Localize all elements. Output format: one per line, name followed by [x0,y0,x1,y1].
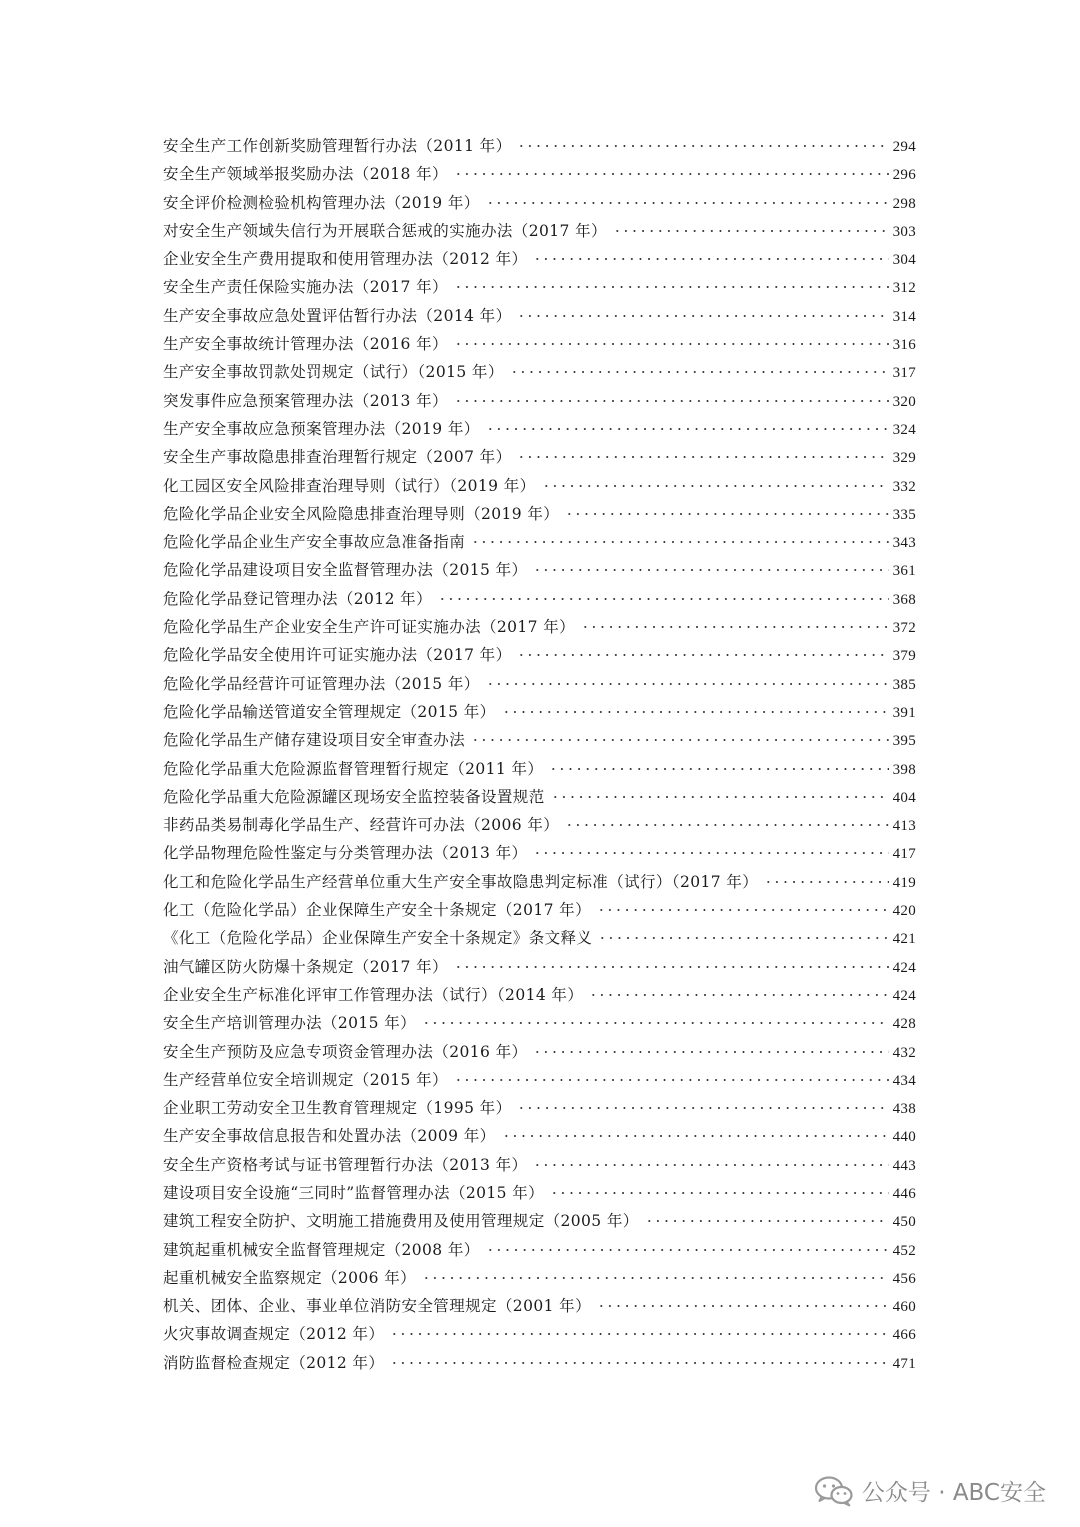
watermark [814,1474,1046,1507]
dot-leader [613,230,889,232]
toc-entry [163,1179,916,1207]
toc-entry-title: 安全生产责任保险实施办法（2017 年） [163,278,448,297]
toc-entry-page-number: 471 [892,1355,916,1372]
toc-entry-title: 生产安全事故统计管理办法（2016 年） [163,335,448,354]
toc-entry-page-number: 312 [892,280,916,297]
toc-entry [163,245,916,273]
dot-leader [486,683,889,685]
dot-leader [486,428,889,430]
toc-entry-title: 消防监督检查规定（2012 年） [163,1353,385,1372]
toc-entry-title: 化学品物理危险性鉴定与分类管理办法（2013 年） [163,844,528,863]
toc-entry-title: 危险化学品安全使用许可证实施办法（2017 年） [163,646,512,665]
toc-entry-title: 突发事件应急预案管理办法（2013 年） [163,391,448,410]
dot-leader [517,654,888,656]
toc-entry [163,415,916,443]
toc-entry-title: 建筑起重机械安全监督管理规定（2008 年） [163,1240,480,1259]
toc-entry-title: 危险化学品输送管道安全管理规定（2015 年） [163,702,496,721]
toc-entry-title: 生产安全事故应急处置评估暂行办法（2014 年） [163,306,512,325]
toc-entry [163,1292,916,1320]
dot-leader [565,513,888,515]
toc-entry [163,670,916,698]
dot-leader [422,1022,889,1024]
toc-entry-title: 安全生产资格考试与证书管理暂行办法（2013 年） [163,1155,528,1174]
toc-entry-page-number: 420 [892,903,916,920]
toc-entry-page-number: 329 [892,450,916,467]
toc-entry-title: 油气罐区防火防爆十条规定（2017 年） [163,957,448,976]
toc-entry [163,273,916,301]
toc-entry-title: 企业安全生产费用提取和使用管理办法（2012 年） [163,250,528,269]
toc-entry [163,839,916,867]
dot-leader [549,768,888,770]
toc-entry [163,387,916,415]
toc-entry [163,1151,916,1179]
toc-entry-page-number: 421 [892,931,916,948]
toc-entry [163,217,916,245]
toc-entry-title: 安全生产工作创新奖励管理暂行办法（2011 年） [163,137,512,155]
toc-entry-title: 起重机械安全监察规定（2006 年） [163,1268,417,1287]
dot-leader [533,569,888,571]
toc-entry [163,500,916,528]
dot-leader [589,994,888,996]
toc-entry-page-number: 294 [892,139,916,155]
toc-entry [163,556,916,584]
toc-entry-title: 企业安全生产标准化评审工作管理办法（试行）（2014 年） [163,985,584,1004]
toc-entry-page-number: 335 [892,506,916,523]
toc-entry [163,132,916,160]
toc-entry-title: 危险化学品重大危险源罐区现场安全监控装备设置规范 [163,787,545,806]
toc-entry-title: 企业职工劳动安全卫生教育管理规定（1995 年） [163,1099,512,1118]
toc-entry-page-number: 320 [892,393,916,410]
dot-leader [390,1333,888,1335]
toc-entry-page-number: 316 [892,337,916,354]
dot-leader [597,909,889,911]
toc-entry-title: 非药品类易制毒化学品生产、经营许可办法（2006 年） [163,816,560,835]
toc-entry-title: 安全生产领域举报奖励办法（2018 年） [163,165,448,184]
toc-entry-page-number: 440 [892,1129,916,1146]
toc-entry-title: 建筑工程安全防护、文明施工措施费用及使用管理规定（2005 年） [163,1212,639,1231]
toc-entry-title: 对安全生产领域失信行为开展联合惩戒的实施办法（2017 年） [163,221,607,240]
toc-entry [163,953,916,981]
toc-entry [163,755,916,783]
toc-entry-page-number: 417 [892,846,916,863]
toc-entry-title: 生产安全事故应急预案管理办法（2019 年） [163,419,480,438]
toc-entry [163,726,916,754]
toc-entry-title: 危险化学品生产企业安全生产许可证实施办法（2017 年） [163,618,576,637]
toc-entry-title: 安全生产事故隐患排查治理暂行规定（2007 年） [163,448,512,467]
toc-entry-title: 危险化学品重大危险源监督管理暂行规定（2011 年） [163,759,544,778]
toc-entry [163,585,916,613]
toc-entry [163,528,916,556]
toc-entry-page-number: 432 [892,1044,916,1061]
toc-entry-page-number: 368 [892,591,916,608]
toc-entry-page-number: 419 [892,874,916,891]
toc-entry-page-number: 395 [892,733,916,750]
toc-entry [163,302,916,330]
toc-entry-title: 危险化学品企业生产安全事故应急准备指南 [163,533,466,552]
dot-leader [486,202,889,204]
toc-entry-page-number: 303 [892,223,916,240]
toc-entry-page-number: 456 [892,1270,916,1287]
dot-leader [471,739,888,741]
toc-entry [163,783,916,811]
toc-entry-page-number: 466 [892,1327,916,1344]
toc-entry [163,472,916,500]
toc-entry-title: 生产安全事故信息报告和处置办法（2009 年） [163,1127,496,1146]
dot-leader [533,852,888,854]
toc-entry [163,1207,916,1235]
table-of-contents [163,132,916,1377]
toc-entry-title: 建设项目安全设施“三同时”监督管理办法（2015 年） [163,1183,545,1202]
toc-entry-page-number: 372 [892,620,916,637]
dot-leader [486,1249,889,1251]
dot-leader [454,400,889,402]
toc-entry-page-number: 446 [892,1185,916,1202]
dot-leader [597,1305,889,1307]
toc-entry-page-number: 385 [892,676,916,693]
dot-leader [645,1220,889,1222]
toc-entry [163,1094,916,1122]
watermark-text: 公众号 · ABC安全 [861,1480,1046,1506]
toc-entry-title: 危险化学品经营许可证管理办法（2015 年） [163,674,480,693]
dot-leader [550,1192,889,1194]
dot-leader [565,824,888,826]
dot-leader [510,371,889,373]
toc-entry [163,1009,916,1037]
dot-leader [502,1135,889,1137]
toc-entry [163,924,916,952]
toc-entry-page-number: 379 [892,648,916,665]
toc-entry-page-number: 404 [892,789,916,806]
toc-entry-page-number: 424 [892,987,916,1004]
dot-leader [502,711,889,713]
dot-leader [598,937,888,939]
wechat-icon [814,1475,854,1507]
toc-entry-page-number: 443 [892,1157,916,1174]
toc-entry-page-number: 450 [892,1214,916,1231]
toc-entry-page-number: 398 [892,761,916,778]
toc-entry [163,160,916,188]
toc-entry-title: 安全评价检测检验机构管理办法（2019 年） [163,193,480,212]
toc-entry-page-number: 332 [892,478,916,495]
toc-entry [163,613,916,641]
toc-entry [163,1264,916,1292]
toc-entry-title: 安全生产培训管理办法（2015 年） [163,1014,417,1033]
toc-entry-page-number: 343 [892,535,916,552]
toc-entry-page-number: 434 [892,1072,916,1089]
dot-leader [517,1107,888,1109]
toc-entry-page-number: 460 [892,1299,916,1316]
toc-entry-page-number: 391 [892,704,916,721]
toc-entry [163,641,916,669]
toc-entry-title: 危险化学品建设项目安全监督管理办法（2015 年） [163,561,528,580]
dot-leader [454,966,889,968]
dot-leader [551,796,889,798]
toc-entry-title: 生产经营单位安全培训规定（2015 年） [163,1070,448,1089]
toc-entry [163,896,916,924]
toc-entry-title: 机关、团体、企业、事业单位消防安全管理规定（2001 年） [163,1297,591,1316]
toc-entry [163,811,916,839]
toc-entry-page-number: 361 [892,563,916,580]
dot-leader [517,145,888,147]
toc-entry-page-number: 314 [892,308,916,325]
toc-entry-title: 安全生产预防及应急专项资金管理办法（2016 年） [163,1042,528,1061]
toc-entry-page-number: 413 [892,818,916,835]
toc-entry [163,443,916,471]
dot-leader [390,1362,888,1364]
dot-leader [454,343,889,345]
dot-leader [542,485,889,487]
toc-entry [163,698,916,726]
toc-entry [163,1320,916,1348]
toc-entry-page-number: 296 [892,167,916,184]
toc-entry [163,1122,916,1150]
toc-entry-page-number: 324 [892,421,916,438]
dot-leader [422,1277,889,1279]
dot-leader [454,1079,889,1081]
toc-entry-title: 危险化学品生产储存建设项目安全审查办法 [163,731,466,750]
toc-entry-title: 火灾事故调查规定（2012 年） [163,1325,385,1344]
dot-leader [533,1164,888,1166]
toc-entry-page-number: 424 [892,959,916,976]
toc-entry-title: 生产安全事故罚款处罚规定（试行）（2015 年） [163,363,504,382]
toc-entry-title: 《化工（危险化学品）企业保障生产安全十条规定》条文释义 [163,929,593,948]
toc-entry-page-number: 304 [892,252,916,269]
toc-entry-title: 化工（危险化学品）企业保障生产安全十条规定（2017 年） [163,901,591,920]
toc-entry [163,330,916,358]
toc-entry-page-number: 317 [892,365,916,382]
dot-leader [517,456,888,458]
toc-entry [163,1236,916,1264]
toc-entry-page-number: 428 [892,1016,916,1033]
dot-leader [438,598,889,600]
toc-entry [163,981,916,1009]
toc-entry [163,1038,916,1066]
toc-entry-title: 化工园区安全风险排查治理导则（试行）（2019 年） [163,476,536,495]
toc-entry [163,189,916,217]
dot-leader [533,258,888,260]
toc-entry [163,358,916,386]
toc-entry-page-number: 298 [892,195,916,212]
toc-entry [163,1066,916,1094]
dot-leader [517,315,888,317]
dot-leader [454,286,889,288]
toc-entry-page-number: 438 [892,1101,916,1118]
dot-leader [471,541,888,543]
toc-entry-page-number: 452 [892,1242,916,1259]
dot-leader [581,626,889,628]
toc-entry [163,1349,916,1377]
dot-leader [533,1051,888,1053]
dot-leader [454,173,889,175]
toc-entry-title: 危险化学品登记管理办法（2012 年） [163,589,432,608]
toc-entry-title: 危险化学品企业安全风险隐患排查治理导则（2019 年） [163,504,560,523]
toc-entry-title: 化工和危险化学品生产经营单位重大生产安全事故隐患判定标准（试行）（2017 年） [163,872,759,891]
toc-entry [163,868,916,896]
dot-leader [764,881,888,883]
